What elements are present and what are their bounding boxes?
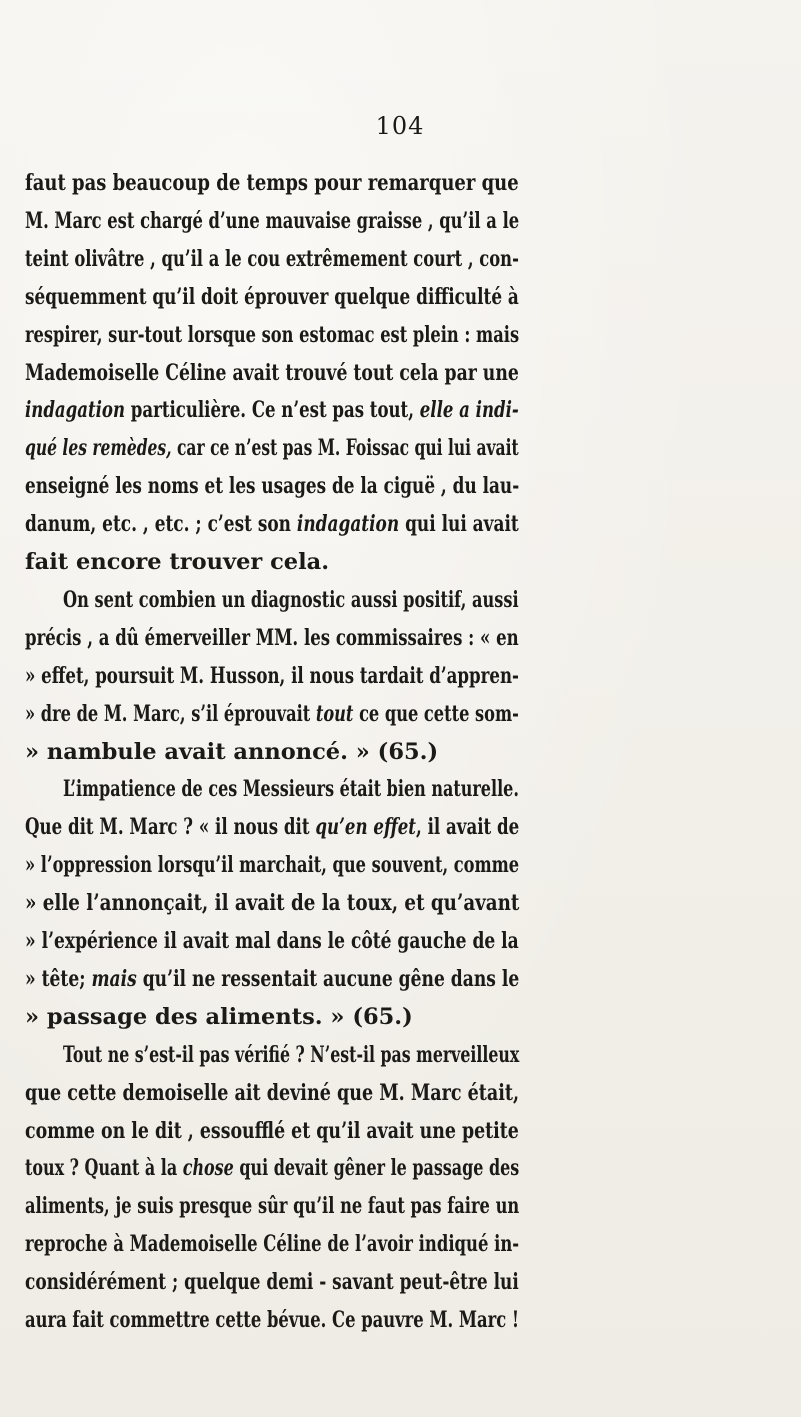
text-line — [25, 201, 519, 241]
text-line — [25, 315, 519, 355]
italic-text: tout — [315, 700, 354, 727]
text-span: faut pas beaucoup de temps pour remarquer que — [25, 170, 519, 196]
text-line — [25, 997, 413, 1037]
text-span: que cette demoiselle ait deviné que M. Marc était, — [25, 1079, 520, 1106]
text-line — [25, 277, 519, 317]
page-number: 104 — [375, 112, 425, 140]
text-span: danum, etc. , etc. ; c’est son — [25, 511, 297, 538]
text-span: teint olivâtre , qu’il a le cou extrêmement court , con- — [25, 245, 519, 272]
text-line — [63, 580, 519, 620]
text-line — [25, 1300, 519, 1340]
text-span: reproche à Mademoiselle Céline de l’avoir indiqué in- — [25, 1231, 520, 1258]
text-line — [25, 883, 519, 923]
italic-text: indagation — [25, 397, 126, 424]
text-span: , il avait de — [415, 814, 520, 841]
text-line — [25, 1148, 519, 1188]
text-line — [25, 694, 519, 734]
italic-text: chose — [182, 1155, 234, 1182]
text-span: L’impatience de ces Messieurs était bien naturelle. — [63, 776, 519, 803]
text-line — [25, 1111, 519, 1151]
text-span: qui devait gêner le passage des — [233, 1155, 520, 1182]
text-span: » nambule avait annoncé. » (65.) — [25, 738, 439, 765]
text-line — [25, 466, 519, 506]
text-span: Que dit M. Marc ? « il nous dit — [25, 814, 316, 841]
text-line — [25, 390, 519, 430]
text-line — [25, 618, 519, 658]
text-span: toux ? Quant à la — [25, 1155, 183, 1182]
text-span: Mademoiselle Céline avait trouvé tout cela par une — [25, 359, 519, 386]
italic-text: mais — [91, 965, 137, 992]
text-line — [25, 163, 519, 203]
text-span: M. Marc est chargé d’une mauvaise graisse , qu’il a le — [25, 207, 520, 234]
text-span: Tout ne s’est-il pas vérifié ? N’est-il pas merveilleux — [63, 1041, 520, 1068]
text-span: qui lui avait — [399, 511, 519, 538]
text-line — [25, 656, 519, 696]
italic-text: qu’en effet — [315, 814, 416, 841]
text-line — [25, 732, 438, 772]
text-span: aura fait commettre cette bévue. Ce pauvre M. Marc ! — [25, 1307, 520, 1333]
text-line — [25, 921, 519, 961]
text-line — [25, 239, 519, 279]
text-line — [25, 542, 329, 582]
text-span: On sent combien un diagnostic aussi positif, aussi — [63, 586, 519, 613]
text-span: » elle l’annonçait, il avait de la toux, et qu’avant — [25, 890, 520, 917]
text-line — [25, 353, 519, 393]
text-span: » effet, poursuit M. Husson, il nous tardait d’appren- — [25, 662, 519, 689]
text-line — [25, 845, 519, 885]
text-span: qu’il ne ressentait aucune gêne dans le — [136, 965, 520, 992]
text-span: respirer, sur-tout lorsque son estomac est plein : mais — [25, 321, 520, 348]
text-line — [63, 1035, 519, 1075]
text-line — [63, 769, 519, 809]
text-span: » l’expérience il avait mal dans le côté gauche de la — [25, 928, 519, 954]
text-span: enseigné les noms et les usages de la ciguë , du lau- — [25, 473, 520, 500]
text-span: comme on le dit , essoufflé et qu’il avait une petite — [25, 1117, 519, 1144]
text-span: » tête; — [25, 965, 92, 992]
text-span: ce que cette som- — [353, 700, 519, 727]
text-line — [25, 1262, 519, 1302]
text-span: considérément ; quelque demi - savant peut-être lui — [25, 1269, 519, 1296]
text-span: séquemment qu’il doit éprouver quelque difficulté à — [25, 283, 519, 310]
text-line — [25, 1073, 519, 1113]
italic-text: elle a indi- — [419, 397, 519, 424]
italic-text: qué les remèdes, — [25, 435, 172, 462]
text-span: fait encore trouver cela. — [25, 549, 330, 575]
text-line — [25, 428, 519, 468]
text-span: aliments, je suis presque sûr qu’il ne faut pas faire un — [25, 1193, 520, 1220]
text-line — [25, 807, 519, 847]
text-span: » passage des aliments. » (65.) — [25, 1003, 413, 1030]
text-span: particulière. Ce n’est pas tout, — [125, 397, 420, 424]
text-line — [25, 959, 519, 999]
text-line — [25, 504, 519, 544]
text-span: » l’oppression lorsqu’il marchait, que souvent, comme — [25, 852, 520, 879]
text-span: » dre de M. Marc, s’il éprouvait — [25, 700, 316, 727]
italic-text: indagation — [296, 511, 400, 538]
text-line — [25, 1224, 519, 1264]
text-span: car ce n’est pas M. Foissac qui lui avait — [171, 435, 519, 462]
text-line — [25, 1186, 519, 1226]
text-span: précis , a dû émerveiller MM. les commissaires : « en — [25, 624, 519, 651]
